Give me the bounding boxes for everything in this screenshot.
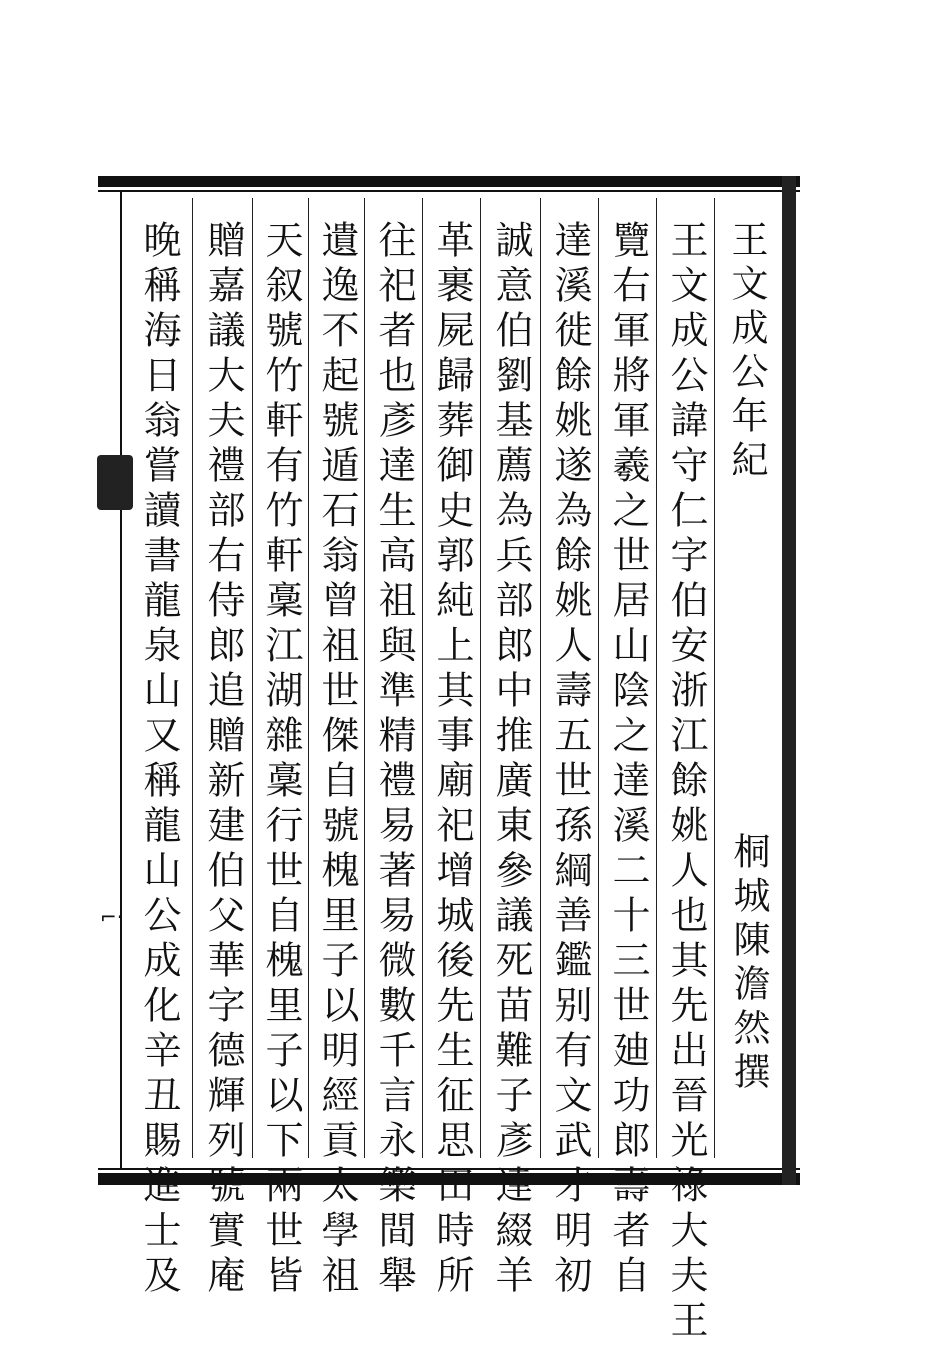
- text-column: 遺逸不起號遁石翁曾祖世傑自號槐里子以明經貢太學祖: [315, 220, 359, 1300]
- text-column: 天叙號竹軒有竹軒稾江湖雜稾行世自槐里子以下兩世皆: [259, 220, 303, 1300]
- margin-mark: ⌐·: [100, 905, 124, 929]
- ink-blot: [97, 455, 133, 510]
- text-column: 贈嘉議大夫禮部右侍郎追贈新建伯父華字德輝列號實庵: [201, 220, 245, 1300]
- text-column: 革裹屍歸葬御史郭純上其事廟祀增城後先生征思田時所: [430, 220, 474, 1300]
- right-border: [782, 176, 796, 1185]
- page-title: 王文成公年紀: [725, 220, 768, 484]
- text-column: 誠意伯劉基薦為兵部郎中推廣東參議死苗難子彥達綴羊: [489, 220, 533, 1300]
- left-border: [120, 192, 122, 1168]
- text-column: 晚稱海日翁嘗讀書龍泉山又稱龍山公成化辛丑賜進士及: [137, 220, 181, 1300]
- author-line: 桐城陳澹然撰: [727, 832, 770, 1096]
- text-column: 覽右軍將軍羲之世居山陰之達溪二十三世廸功郎壽者自: [606, 220, 650, 1300]
- top-border: [98, 176, 800, 187]
- top-inner-border: [98, 190, 800, 192]
- text-column: 達溪徙餘姚遂為餘姚人壽五世孫綱善鑑别有文武才明初: [548, 220, 592, 1300]
- text-column: 王文成公諱守仁字伯安浙江餘姚人也其先出晉光祿大夫王: [664, 220, 708, 1345]
- text-column: 往祀者也彥達生高祖與準精禮易著易微數千言永樂間舉: [372, 220, 416, 1300]
